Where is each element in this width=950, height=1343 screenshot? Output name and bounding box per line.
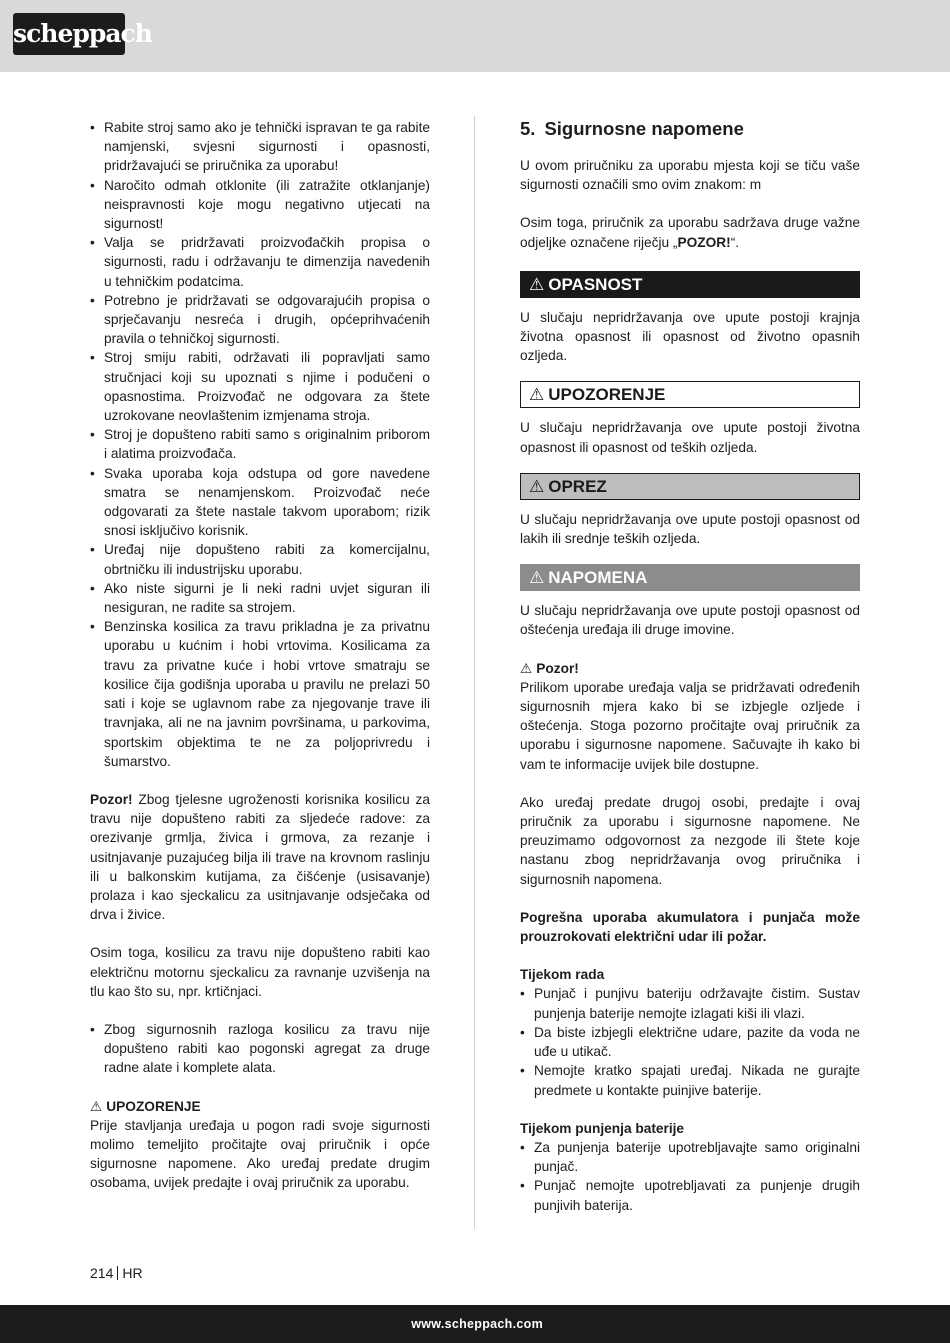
section-title [520,118,860,140]
list-item: • Da biste izbjegli električne udare, pazite da voda ne uđe u utikač. [520,1023,860,1061]
pozor-heading [520,659,860,678]
pozor-paragraph [90,790,430,924]
page-footer [0,1305,950,1343]
page-number [90,1264,143,1282]
caution-box-title: OPREZ [548,476,607,496]
warning-box [520,381,860,408]
pozor-text: Zbog tjelesne ugroženosti korisnika kosilicu za travu nije dopušteno rabiti za sljedeće radove: za orezivanje grmlja, živica i grmova, za rezanje i usitnjavanje puzajućeg bilja ili trave na krovnom raslinju ili u balkonskim kutijama, za čišćenje (usisavanje) prolaza i kao sjeckalicu za usitnjavanje odsječaka od drva i živice. [90,791,430,923]
intro-2-suffix: “. [730,234,740,250]
safety-bullet-list [90,1020,430,1078]
page-number-separator [117,1266,118,1280]
warning-heading-label: UPOZORENJE [106,1098,201,1114]
list-item: • Naročito odmah otklonite (ili zatražite otklanjanje) neispravnosti koje mogu negativno utjecati na sigurnost! [90,176,430,234]
usage-bullet-list [90,118,430,771]
pozor-label: Pozor! [90,791,133,807]
list-item: • Uređaj nije dopušteno rabiti za komercijalnu, obrtničku ili industrijsku uporabu. [90,540,430,578]
warning-heading [90,1097,430,1116]
intro-paragraph: U ovom priručniku za uporabu mjesta koji se tiču vaše sigurnosti označili smo ovim znakom: m [520,158,860,193]
warning-triangle-icon: ⚠ [520,660,533,676]
intro-paragraph-2 [520,213,860,251]
warning-triangle-icon: ⚠ [529,476,545,496]
list-item: • Ako niste sigurni je li neki radni uvjet siguran ili nesiguran, ne radite sa strojem. [90,579,430,617]
scheppach-logo: scheppach [13,13,125,55]
during-charging-heading: Tijekom punjenja baterije [520,1120,685,1136]
page-number-value: 214 [90,1265,114,1281]
list-item: • Za punjenja baterije upotrebljavajte samo originalni punjač. [520,1138,860,1176]
intro-2-prefix: Osim toga, priručnik za uporabu sadržava druge važne odjeljke označene riječju „ [520,215,860,250]
notice-box [520,564,860,591]
notice-text: U slučaju nepridržavanja ove upute postoji opasnost od oštećenja uređaja ili druge imovine. [520,603,860,638]
caution-box [520,473,860,500]
list-item: • Nemojte kratko spajati uređaj. Nikada ne gurajte predmete u kontakte puinjive baterije. [520,1061,860,1099]
column-divider [474,116,475,1229]
battery-warning: Pogrešna uporaba akumulatora i punjača može prouzrokovati električni udar ili požar. [520,909,860,945]
notice-box-title: NAPOMENA [548,568,648,588]
pozor-heading-label: Pozor! [536,660,579,676]
during-charging-list [520,1138,860,1215]
caution-text: U slučaju nepridržavanja ove upute postoji opasnost od lakih ili srednje teških ozljeda. [520,511,860,547]
warning-box-title: UPOZORENJE [548,385,666,405]
warning-triangle-icon: ⚠ [529,568,545,588]
right-column [520,118,860,1215]
footer-url-link[interactable]: www.scheppach.com [411,1317,543,1331]
handover-paragraph: Ako uređaj predate drugoj osobi, predajte i ovaj priručnik za uporabu i sigurnosne napomene. Ne preuzimamo odgovornost za nezgode ili štete koje nastanu zbog nepridržavanja ovog priručnika i sigurnosnih napomena. [520,794,860,887]
during-work-list [520,984,860,1099]
list-item: • Zbog sigurnosnih razloga kosilicu za travu nije dopušteno rabiti kao pogonski agregat za druge radne alate i komplete alata. [90,1020,430,1078]
left-column [90,118,430,1193]
list-item: • Punjač i punjivu bateriju održavajte čistim. Sustav punjenja baterije nemojte izlagati kiši ili vlazi. [520,984,860,1022]
list-item: • Punjač nemojte upotrebljavati za punjenje drugih punjivih baterija. [520,1176,860,1214]
list-item: • Valja se pridržavati proizvođačkih propisa o sigurnosti, radu i održavanju te dimenzija navedenih u tehničkim podatcima. [90,233,430,291]
intro-2-bold: POZOR! [677,234,731,250]
list-item: • Stroj smiju rabiti, održavati ili popravljati samo stručnjaci koji su upoznati s njime i podučeni o opasnostima. Proizvođač ne odgovara za štete uzrokovane neovlaštenim izmjenama stroja. [90,348,430,425]
danger-box [520,271,860,298]
list-item: • Stroj je dopušteno rabiti samo s originalnim priborom i alatima proizvođača. [90,425,430,463]
warning-paragraph: Prije stavljanja uređaja u pogon radi svoje sigurnosti molimo temeljito pročitajte ovaj priručnik i opće sigurnosne napomene. Ako uređaj predate drugim osobama, uvijek predajte i ovaj priručnik za uporabu. [90,1117,430,1191]
list-item: • Benzinska kosilica za travu prikladna je za privatnu uporabu u kućnim i hobi vrtovima. Kosilicama za travu za privatne kuće i hobi vrtove smatraju se kosilice čija godišnja uporaba u pravilu ne prelazi 50 sati i koje se uglavnom rabe za njegovanje trave ili travnjaka, ali ne na javnim površinama, u parkovima, sportskim objektima te ne za poljoprivredu i šumarstvo. [90,617,430,771]
page-language: HR [122,1265,143,1281]
mulching-paragraph: Osim toga, kosilicu za travu nije dopušteno rabiti kao električnu motornu sjeckalicu za ravnanje uzvišenja na tlu kao što su, npr. krtičnjaci. [90,945,430,999]
danger-box-title: OPASNOST [548,274,643,294]
list-item: • Potrebno je pridržavati se odgovarajućih propisa o sprječavanju nesreća i drugih, općeprihvaćenih pravila o tehničkoj sigurnosti. [90,291,430,349]
section-number: 5. [520,118,536,139]
warning-triangle-icon: ⚠ [529,385,545,405]
danger-text: U slučaju nepridržavanja ove upute postoji krajnja životna opasnost ili opasnost od životno opasnih ozljeda. [520,309,860,364]
warning-triangle-icon: ⚠ [90,1098,103,1114]
list-item: • Svaka uporaba koja odstupa od gore navedene smatra se nenamjenskom. Proizvođač neće odgovarati za štete nastale takvom uporabom; rizik snosi isključivo korisnik. [90,464,430,541]
warning-triangle-icon: ⚠ [529,274,545,294]
page-header [0,0,950,72]
warning-text: U slučaju nepridržavanja ove upute postoji životna opasnost ili opasnost od teških ozljeda. [520,420,860,455]
section-title-text: Sigurnosne napomene [544,118,744,139]
pozor-paragraph: Prilikom uporabe uređaja valja se pridržavati određenih sigurnosnih mjera kako bi se izbjegle ozljede i oštećenja. Stoga pozorno pročitajte ovaj priručnik za uporabu i sigurnosne napomene. Sačuvajte ih kako bi vam te informacije uvijek bile dostupne. [520,679,860,772]
during-work-heading: Tijekom rada [520,967,605,983]
list-item: • Rabite stroj samo ako je tehnički ispravan te ga rabite namjenski, svjesni sigurnosti i opasnosti, pridržavajući se priručnika za uporabu! [90,118,430,176]
